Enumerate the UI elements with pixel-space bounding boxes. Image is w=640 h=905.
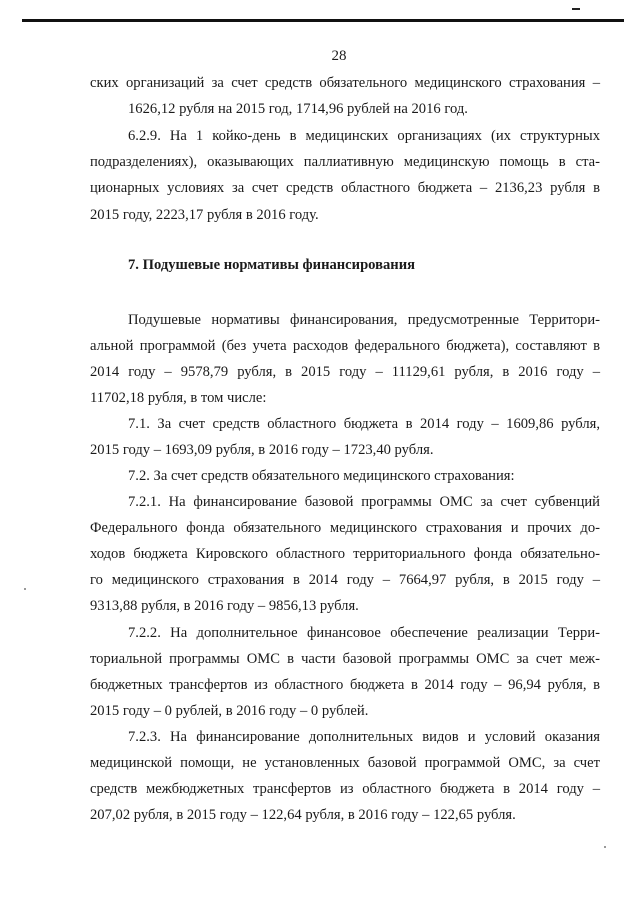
corner-mark xyxy=(572,8,580,16)
text-line: медицинской помощи, не установленных базовой программой ОМС, за счет xyxy=(90,755,600,771)
text-line: ториальной программы ОМС в части базовой программы ОМС за счет меж- xyxy=(90,651,600,667)
text-line: 7.2. За счет средств обязательного медицинского страхования: xyxy=(128,468,515,484)
text-line: бюджетных трансфертов из областного бюджета в 2014 году – 96,94 рубля, в xyxy=(90,677,600,693)
text-line: 7.2.3. На финансирование дополнительных видов и условий оказания xyxy=(128,729,600,745)
text-line: го медицинского страхования в 2014 году – 7664,97 рубля, в 2015 году – xyxy=(90,572,600,588)
text-line: средств межбюджетных трансфертов из областного бюджета в 2014 году – xyxy=(90,781,600,797)
text-line: Федерального фонда обязательного медицинского страхования и прочих до- xyxy=(90,520,600,536)
top-border-rule xyxy=(22,19,624,22)
text-line: 2015 году – 0 рублей, в 2016 году – 0 рублей. xyxy=(90,703,369,719)
text-line: 9313,88 рубля, в 2016 году – 9856,13 рубля. xyxy=(90,598,359,614)
text-line: 207,02 рубля, в 2015 году – 122,64 рубля, в 2016 году – 122,65 рубля. xyxy=(90,807,516,823)
text-line: 11702,18 рубля, в том числе: xyxy=(90,390,267,406)
text-line: 7.2.1. На финансирование базовой программы ОМС за счет субвенций xyxy=(128,494,600,510)
text-line: 2015 году – 1693,09 рубля, в 2016 году – 1723,40 рубля. xyxy=(90,442,434,458)
text-line: ходов бюджета Кировского областного территориального фонда обязательно- xyxy=(90,546,600,562)
text-line: 6.2.9. На 1 койко-день в медицинских организациях (их структурных xyxy=(128,128,600,144)
text-line: 1626,12 рубля на 2015 год, 1714,96 рублей на 2016 год. xyxy=(128,101,468,117)
text-line: ционарных условиях за счет средств областного бюджета – 2136,23 рубля в xyxy=(90,180,600,196)
text-line: подразделениях), оказывающих паллиативную медицинскую помощь в ста- xyxy=(90,154,600,170)
text-line: Подушевые нормативы финансирования, предусмотренные Территори- xyxy=(128,312,600,328)
text-line: 7.2.2. На дополнительное финансовое обеспечение реализации Терри- xyxy=(128,625,600,641)
text-line: 2014 году – 9578,79 рубля, в 2015 году – 11129,61 рубля, в 2016 году – xyxy=(90,364,600,380)
section-heading: 7. Подушевые нормативы финансирования xyxy=(128,257,416,273)
text-line: ских организаций за счет средств обязательного медицинского страхования – xyxy=(90,75,600,91)
page-number: 28 xyxy=(331,48,347,64)
text-line: 7.1. За счет средств областного бюджета в 2014 году – 1609,86 рубля, xyxy=(128,416,600,432)
text-line: альной программой (без учета расходов федерального бюджета), составляют в xyxy=(90,338,600,354)
scan-speck xyxy=(604,846,606,848)
scan-speck xyxy=(24,588,26,590)
text-line: 2015 году, 2223,17 рубля в 2016 году. xyxy=(90,207,319,223)
